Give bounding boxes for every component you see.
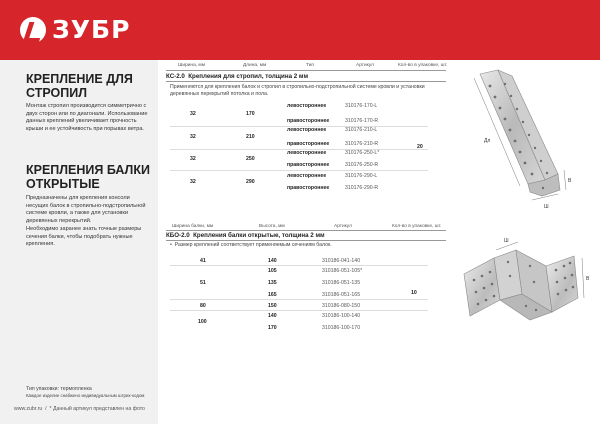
hanger-left-wing — [464, 258, 500, 316]
t2-header-width: Ширина балки, мм — [172, 224, 214, 229]
t2-qty: 10 — [411, 290, 417, 296]
t2-r1-article: 310186-041-140 — [322, 258, 361, 264]
t1-header-width: Ширина, мм — [178, 63, 206, 68]
t1-header-article: Артикул — [356, 63, 374, 68]
brand-logo-icon — [20, 17, 46, 43]
t2-r7-height: 170 — [268, 325, 277, 331]
t2-r6-width: 100 — [198, 319, 207, 325]
t1-title-rule — [166, 81, 446, 82]
t1-r1-length: 170 — [246, 111, 255, 117]
brand-name: ЗУБР — [52, 15, 131, 44]
beam-hanger-image — [456, 236, 596, 346]
t1-title-code: КС-2.0 — [166, 73, 185, 80]
t1-r2-length: 210 — [246, 134, 255, 140]
t1-r3-type-l: левостороннее — [287, 150, 327, 156]
t2-r6-height: 140 — [268, 313, 277, 319]
dim-label-height: В — [568, 178, 572, 184]
t1-r4-type-r: правостороннее — [287, 185, 330, 191]
t1-r1-width: 32 — [190, 111, 196, 117]
t1-r1-art-l: 310176-170-L — [345, 103, 378, 109]
t1-top-rule — [166, 70, 446, 71]
t2-title-text: Крепления балки открытые, толщина 2 мм — [193, 232, 325, 239]
section2-text-1: Предназначены для крепления консоли несущих балок в стропильно-подстропильной системе кровли, а также для установки деревянных перекрытий. — [26, 195, 146, 224]
t1-header-length: Длина, мм — [243, 63, 267, 68]
dim-label-width: Ш — [544, 204, 549, 210]
t1-header-qty: Кол-во в упаковке, шт. — [398, 63, 448, 68]
t1-r4-art-l: 310176-290-L — [345, 173, 378, 179]
t1-r3-art-r: 310176-250-R — [345, 162, 379, 168]
t1-r4-width: 32 — [190, 179, 196, 185]
t2-r3-article: 310186-051-135 — [322, 280, 361, 286]
t2-r1-width: 41 — [200, 258, 206, 264]
dim-label-height: В — [586, 276, 590, 282]
t2-header-height: Высота, мм — [259, 224, 285, 229]
t2-header-qty: Кол-во в упаковке, шт. — [392, 224, 442, 229]
t1-r1-type-r: правостороннее — [287, 118, 330, 124]
t1-r3-art-l: 310176-250-L* — [345, 150, 380, 156]
section2-text-2: Необходимо заранее знать точные размеры сечения балки, чтобы подобрать нужные крепления. — [26, 226, 142, 248]
hanger-right-wing — [546, 256, 578, 312]
t2-header-article: Артикул — [334, 224, 352, 229]
t2-title-code: КБО-2.0 — [166, 232, 190, 239]
t1-title-text: Крепления для стропил, толщина 2 мм — [188, 73, 309, 80]
t2-r1-height: 140 — [268, 258, 277, 264]
t2-r6-article: 310186-100-140 — [322, 313, 361, 319]
t1-r2-type-r: правостороннее — [287, 141, 330, 147]
brand-logo — [20, 17, 130, 43]
t1-r3-length: 250 — [246, 156, 255, 162]
t1-r4-type-l: левостороннее — [287, 173, 327, 179]
dim-label-length: Дл — [484, 138, 491, 144]
t1-row-divider — [170, 170, 428, 171]
section1-title: КРЕПЛЕНИЕ ДЛЯ СТРОПИЛ — [26, 72, 133, 100]
t2-title — [166, 232, 325, 239]
t1-r2-width: 32 — [190, 134, 196, 140]
t1-r4-art-r: 310176-290-R — [345, 185, 379, 191]
t2-r7-article: 310186-100-170 — [322, 325, 361, 331]
t2-r4-height: 165 — [268, 292, 277, 298]
t1-r1-type-l: левостороннее — [287, 103, 327, 109]
t2-title-rule — [166, 240, 446, 241]
packaging-barcode: Каждое изделие снабжено индивидуальным штрих-кодом — [26, 392, 145, 398]
dim-line-height — [564, 170, 566, 190]
packaging-info — [26, 386, 144, 399]
t2-r2-width: 51 — [200, 280, 206, 286]
t2-description: • Размер креплений соответствует применяемым сечениям балок. — [170, 242, 332, 248]
section2-title: КРЕПЛЕНИЯ БАЛКИ ОТКРЫТЫЕ — [26, 163, 150, 191]
dim-line-height — [582, 258, 584, 298]
footer-note: * Данный артикул представлен на фото — [49, 406, 145, 412]
t2-description-text: Размер креплений соответствует применяемым сечениям балок. — [174, 242, 332, 248]
t2-r2-article: 310186-051-105* — [322, 268, 363, 274]
t1-title — [166, 73, 308, 80]
t2-r4-article: 310186-051-165 — [322, 292, 361, 298]
t2-r5-width: 80 — [200, 303, 206, 309]
t1-description: Применяются для крепления балок и стропил в стропильно-подстропильной системе кровли и установки деревянных перекрытий потолка и пола. — [170, 84, 425, 97]
t2-r3-height: 135 — [268, 280, 277, 286]
footer-site-link[interactable]: www.zubr.ru — [14, 406, 43, 412]
t1-r4-length: 290 — [246, 179, 255, 185]
dim-label-width: Ш — [504, 238, 509, 244]
t1-r3-type-r: правостороннее — [287, 162, 330, 168]
section1-text: Монтаж стропил производится симметрично с двух сторон или по диагонали. Использование данных креплений увеличивает прочность крыши и ее устойчивость при порывах ветра. — [26, 103, 148, 132]
t1-r2-art-r: 310176-210-R — [345, 141, 379, 147]
rafter-bracket-image — [450, 62, 600, 212]
t1-r3-width: 32 — [190, 156, 196, 162]
t2-row-divider — [170, 265, 428, 266]
t2-r2-height: 105 — [268, 268, 277, 274]
t2-top-rule — [166, 230, 446, 231]
t1-r2-art-l: 310176-210-L — [345, 127, 378, 133]
t1-r2-type-l: левостороннее — [287, 127, 327, 133]
t1-qty: 20 — [417, 144, 423, 150]
t2-r5-article: 310186-080-150 — [322, 303, 361, 309]
packaging-type: Тип упаковки: термопленка — [26, 386, 92, 392]
t1-r1-art-r: 310176-170-R — [345, 118, 379, 124]
t2-row-divider — [170, 299, 428, 300]
t1-header-type: Тип — [306, 63, 314, 68]
footer — [14, 406, 145, 412]
t2-r5-height: 150 — [268, 303, 277, 309]
brand-header — [0, 0, 600, 60]
t2-row-divider — [170, 310, 428, 311]
footer-separator: / — [45, 406, 47, 412]
